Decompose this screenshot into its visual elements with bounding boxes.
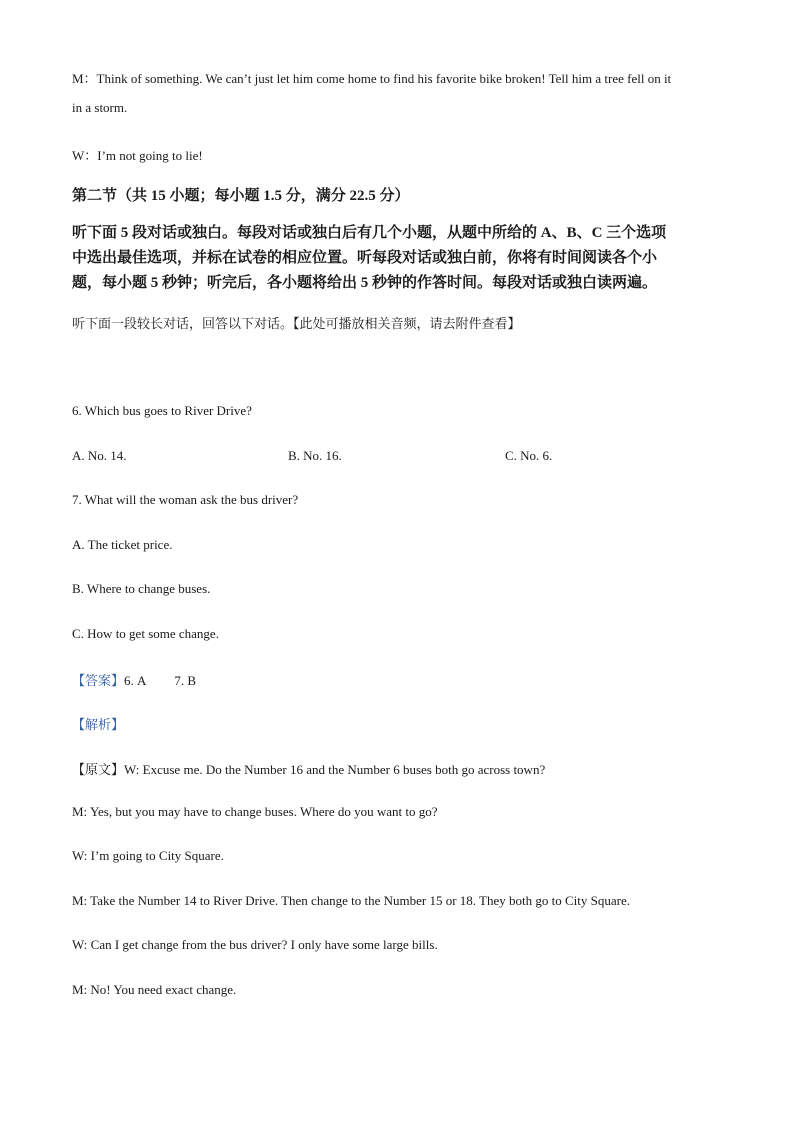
- transcript-line: W: Can I get change from the bus driver? I only have some large bills.: [72, 937, 438, 952]
- instruction-line: 听下面 5 段对话或独白。每段对话或独白后有几个小题，从题中所给的 A、B、C 三个选项: [72, 225, 667, 241]
- question-text: 6. Which bus goes to River Drive?: [72, 403, 252, 418]
- instruction-line: 题，每小题 5 秒钟；听完后，各小题将给出 5 秒钟的作答时间。每段对话或独白读两遍。: [72, 275, 658, 291]
- option-b: B. No. 16.: [288, 448, 342, 463]
- option-a: A. No. 14.: [72, 448, 127, 463]
- option-c: C. How to get some change.: [72, 626, 219, 641]
- option-b: B. Where to change buses.: [72, 581, 211, 596]
- section-heading: 第二节（共 15 小题；每小题 1.5 分，满分 22.5 分）: [72, 188, 410, 204]
- transcript-text: W: Excuse me. Do the Number 16 and the Number 6 buses both go across town?: [124, 762, 546, 777]
- sub-instruction: 听下面一段较长对话，回答以下对话。【此处可播放相关音频，请去附件查看】: [72, 316, 521, 331]
- answer-value: 7. B: [174, 673, 197, 688]
- option-c: C. No. 6.: [505, 448, 553, 463]
- answer-value: 6. A: [124, 673, 147, 688]
- dialogue-line: M：Think of something. We can’t just let him come home to find his favorite bike broken! Tell him a tree fell on it: [72, 71, 672, 86]
- analysis-line: [72, 714, 124, 733]
- question-text: 7. What will the woman ask the bus driver?: [72, 492, 299, 507]
- answer-line: [72, 670, 196, 689]
- transcript-line: M: No! You need exact change.: [72, 982, 237, 997]
- transcript-line: [72, 759, 545, 778]
- transcript-line: W: I’m going to City Square.: [72, 848, 224, 863]
- analysis-label: 【解析】: [72, 717, 125, 732]
- instruction-line: 中选出最佳选项，并标在试卷的相应位置。听每段对话或独白前，你将有时间阅读各个小: [72, 250, 658, 266]
- answer-label: 【答案】: [72, 673, 125, 688]
- transcript-line: M: Take the Number 14 to River Drive. Then change to the Number 15 or 18. They both go to City Square.: [72, 893, 630, 908]
- option-a: A. The ticket price.: [72, 537, 173, 552]
- transcript-label: 【原文】: [72, 762, 125, 777]
- dialogue-line: W：I’m not going to lie!: [72, 148, 203, 163]
- dialogue-line: in a storm.: [72, 100, 128, 115]
- transcript-line: M: Yes, but you may have to change buses. Where do you want to go?: [72, 804, 438, 819]
